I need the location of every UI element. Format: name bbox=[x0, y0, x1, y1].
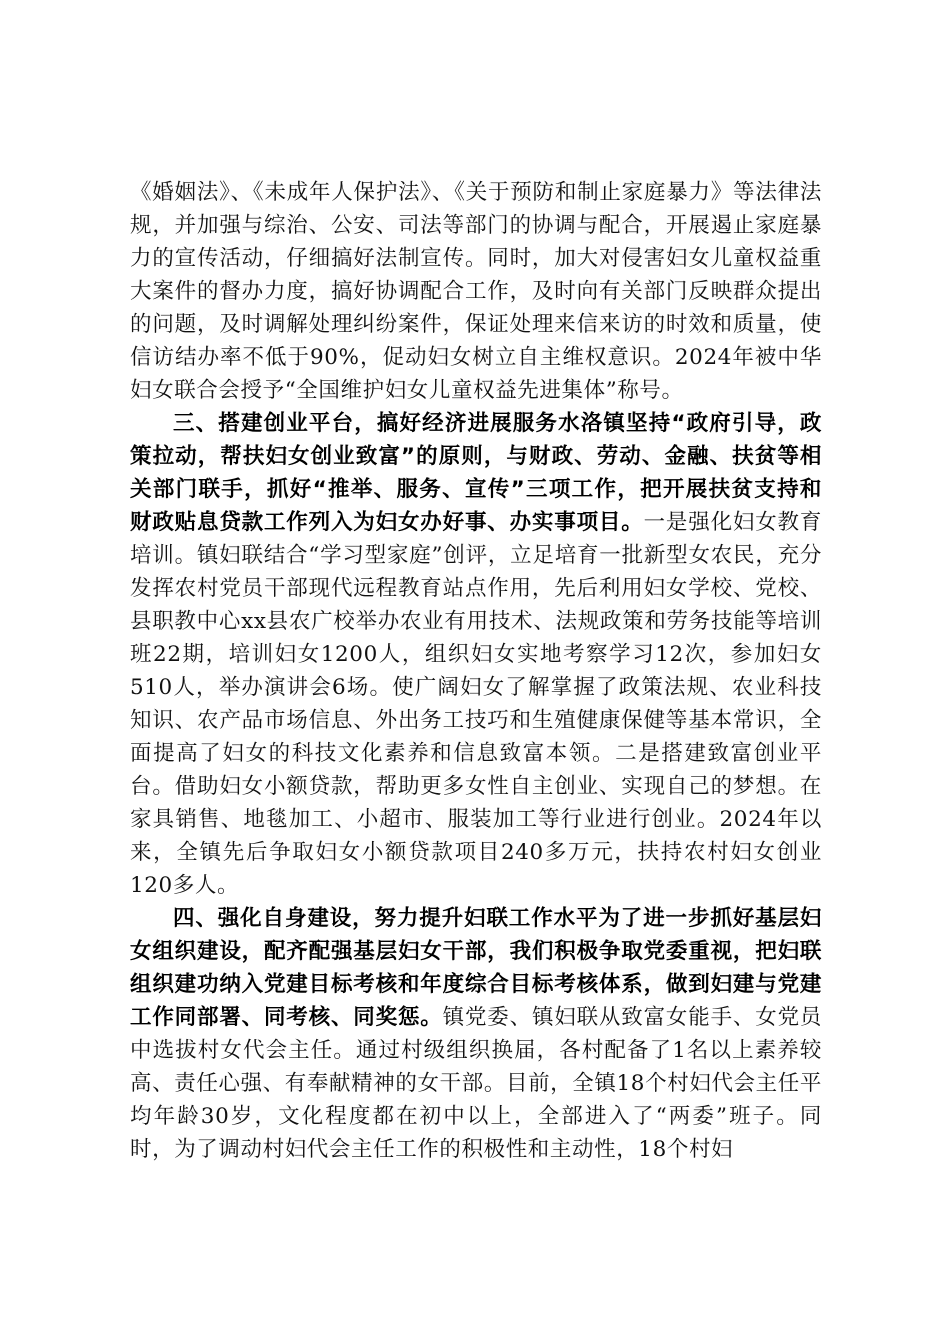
paragraph-legal-rights bbox=[130, 176, 822, 407]
document-body bbox=[130, 176, 822, 1166]
paragraph-entrepreneurship-body: 一是强化妇女教育培训。镇妇联结合“学习型家庭”创评，立足培育一批新型女农民，充分发挥农村党员干部现代远程教育站点作用，先后利用妇女学校、党校、县职教中心xx县农广校举办农业有用技术、法规政策和劳务技能等培训班22期，培训妇女1200人，组织妇女实地考察学习12次，参加妇女510人，举办演讲会6场。使广阔妇女了解掌握了政策法规、农业科技知识、农产品市场信息、外出务工技巧和生殖健康保健等基本常识，全面提高了妇女的科技文化素养和信息致富本领。二是搭建致富创业平台。借助妇女小额贷款，帮助更多女性自主创业、实现自己的梦想。在家具销售、地毯加工、小超市、服装加工等行业进行创业。2024年以来，全镇先后争取妇女小额贷款项目240多万元，扶持农村妇女创业120多人。 bbox=[130, 510, 822, 898]
section-heading-four: 四、强化自身建设，努力提升妇联工作水平为了进一步抓好基层妇女组织建设，配齐配强基层妇女干部，我们积极争取党委重视，把妇联组织建功纳入党建目标考核和年度综合目标考核体系，做到妇建与党建工作同部署、同考核、同奖惩。 bbox=[130, 906, 822, 1030]
paragraph-legal-rights-text: 《婚姻法》、《未成年人保护法》、《关于预防和制止家庭暴力》等法律法规，并加强与综治、公安、司法等部门的协调与配合，开展遏止家庭暴力的宣传活动，仔细搞好法制宣传。同时，加大对侵害妇女儿童权益重大案件的督办力度，搞好协调配合工作，及时向有关部门反映群众提出的问题，及时调解处理纠纷案件，保证处理来信来访的时效和质量，使信访结办率不低于90%，促动妇女树立自主维权意识。2024年被中华妇女联合会授予“全国维护妇女儿童权益先进集体”称号。 bbox=[130, 180, 822, 403]
paragraph-self-building-body: 镇党委、镇妇联从致富女能手、女党员中选拔村女代会主任。通过村级组织换届，各村配备了1名以上素养较高、责任心强、有奉献精神的女干部。目前，全镇18个村妇代会主任平均年龄30岁，文化程度都在初中以上，全部进入了“两委”班子。同时，为了调动村妇代会主任工作的积极性和主动性，18个村妇 bbox=[130, 1005, 823, 1162]
paragraph-self-building bbox=[130, 902, 822, 1166]
paragraph-entrepreneurship bbox=[130, 407, 822, 902]
section-heading-three: 三、搭建创业平台，搞好经济进展服务水洛镇坚持“政府引导，政策拉动，帮扶妇女创业致富”的原则，与财政、劳动、金融、扶贫等相关部门联手，抓好“推举、服务、宣传”三项工作，把开展扶贫支持和财政贴息贷款工作列入为妇女办好事、办实事项目。 bbox=[130, 411, 822, 535]
